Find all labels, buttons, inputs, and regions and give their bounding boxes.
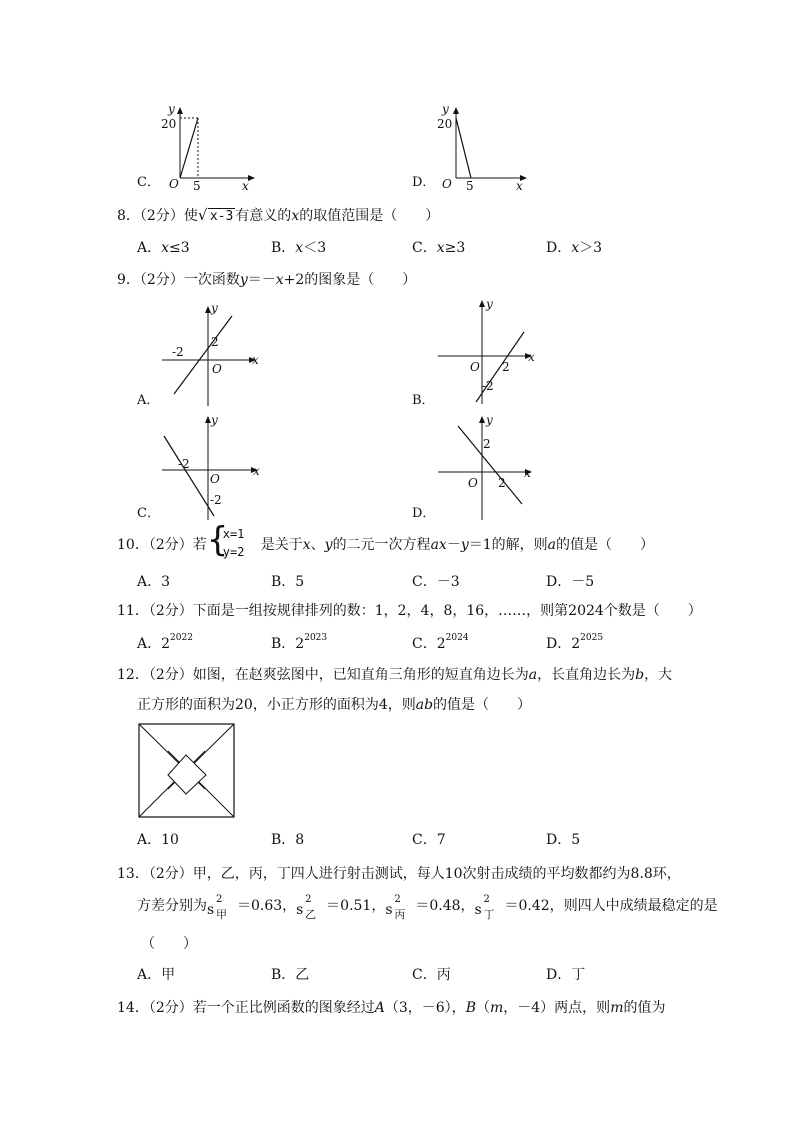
q10-option-b[interactable]: B．5: [271, 574, 305, 590]
q9b-yaxis: y: [486, 297, 493, 311]
q9-graph-a: [160, 298, 270, 408]
sqrt-expression: √ x-3: [197, 206, 234, 224]
q7d-yaxis: y: [442, 102, 449, 116]
q10-option-a[interactable]: A．3: [137, 574, 171, 590]
q9-graph-b: [436, 298, 546, 408]
zhao-shuang-diagram: [138, 723, 236, 819]
q13-option-d[interactable]: D．丁: [546, 967, 586, 983]
q9a-xaxis: x: [252, 353, 259, 367]
q9d-tick-x: 2: [498, 476, 506, 490]
q14-stem: 14．（2分）若一个正比例函数的图象经过A（3，－6），B（m，－4）两点，则m的值为: [117, 1000, 666, 1016]
q9b-tick-x: 2: [502, 360, 510, 374]
q12-option-a[interactable]: A．10: [137, 832, 179, 848]
q7c-xtick: 5: [193, 179, 201, 193]
q9-option-d-label: D．: [412, 506, 436, 521]
q9c-xaxis: x: [253, 464, 260, 478]
q12-stem-line2: 正方形的面积为20，小正方形的面积为4，则ab的值是（ ）: [137, 697, 532, 713]
q12-option-b[interactable]: B．8: [271, 832, 305, 848]
q10-stem: 10．（2分）若 { x=1 y=2 是关于x、y的二元一次方程ax－y＝1的解，则a的值是（ ）: [117, 520, 655, 560]
q9b-xaxis: x: [528, 350, 535, 364]
q12-option-d[interactable]: D．5: [546, 832, 581, 848]
q9-option-a-label: A．: [137, 393, 160, 408]
q9-stem: 9．（2分）一次函数y＝－x+2的图象是（ ）: [117, 272, 417, 288]
q9c-tick-x: -2: [178, 457, 190, 471]
q9d-yaxis: y: [486, 413, 493, 427]
q9b-origin: O: [470, 360, 480, 374]
q9c-yaxis: y: [211, 413, 218, 427]
q11-option-a[interactable]: A．$2^{2022}$: [137, 633, 193, 652]
q8-stem: 8．（2分）使 √ x-3 有意义的x的取值范围是（ ）: [117, 206, 439, 227]
q9a-tick-y: 2: [211, 335, 219, 349]
q13-option-a[interactable]: A．甲: [137, 967, 176, 983]
equation-system: { x=1 y=2: [206, 520, 245, 560]
q7-graph-d: [436, 100, 536, 195]
q9d-origin: O: [468, 476, 478, 490]
q7c-ytick: 20: [161, 117, 177, 131]
q9d-tick-y: 2: [483, 437, 491, 451]
q7-graph-c: [160, 100, 260, 195]
q9a-tick-x: -2: [172, 345, 184, 359]
q7c-xaxis: x: [242, 179, 249, 193]
q7-option-d-label: D．: [412, 175, 436, 190]
q7-option-c-label: C．: [137, 175, 160, 190]
q9a-yaxis: y: [211, 301, 218, 315]
q11-option-c[interactable]: C．$2^{2024}$: [412, 633, 469, 652]
q11-option-b[interactable]: B．$2^{2023}$: [271, 633, 328, 652]
q13-stem-line2: 方差分别为 s 2 甲 ＝0.63， s 2 乙 ＝0.51， s 2 丙 ＝0.48， s 2 丁 ＝0.42，则四人中成绩最稳定的是: [137, 894, 718, 921]
q13-option-b[interactable]: B．乙: [271, 967, 310, 983]
q8-option-d[interactable]: D．x＞3: [546, 240, 603, 256]
q10-option-d[interactable]: D．－5: [546, 574, 595, 590]
q7c-origin: O: [169, 177, 179, 191]
q13-stem-line3: （ ）: [141, 936, 197, 952]
q7d-xaxis: x: [516, 179, 523, 193]
q7d-xtick: 5: [466, 179, 474, 193]
q10-option-c[interactable]: C．－3: [412, 574, 460, 590]
variance-symbol: s 2 丙: [385, 894, 406, 921]
q8-option-a[interactable]: A．x≤3: [137, 240, 190, 256]
q7d-origin: O: [442, 177, 452, 191]
q9c-origin: O: [210, 472, 220, 486]
q8-option-b[interactable]: B．x＜3: [271, 240, 327, 256]
q8-option-c[interactable]: C．x≥3: [412, 240, 466, 256]
q11-stem: 11．（2分）下面是一组按规律排列的数：1，2，4，8，16，……，则第2024个数是（ ）: [117, 603, 702, 619]
q13-stem-line1: 13．（2分）甲，乙，丙，丁四人进行射击测试，每人10次射击成绩的平均数都约为8.8环，: [117, 866, 681, 882]
q9a-origin: O: [212, 362, 222, 376]
q12-option-c[interactable]: C．7: [412, 832, 446, 848]
variance-symbol: s 2 丁: [474, 894, 495, 921]
q9d-xaxis: x: [524, 466, 531, 480]
q11-option-d[interactable]: D．$2^{2025}$: [546, 633, 604, 652]
q9-option-b-label: B．: [412, 393, 435, 408]
q9c-tick-y: -2: [210, 493, 222, 507]
q9b-tick-y: -2: [482, 379, 494, 393]
q12-stem-line1: 12．（2分）如图，在赵爽弦图中，已知直角三角形的短直角边长为a，长直角边长为b，大: [117, 667, 673, 683]
q7c-yaxis: y: [168, 102, 175, 116]
q13-option-c[interactable]: C．丙: [412, 967, 451, 983]
variance-symbol: s 2 甲: [207, 894, 227, 921]
q7d-ytick: 20: [437, 117, 453, 131]
q9-graph-d: [436, 412, 546, 522]
q9-graph-c: [160, 412, 270, 522]
variance-symbol: s 2 乙: [296, 894, 317, 921]
q9-option-c-label: C．: [137, 506, 160, 521]
